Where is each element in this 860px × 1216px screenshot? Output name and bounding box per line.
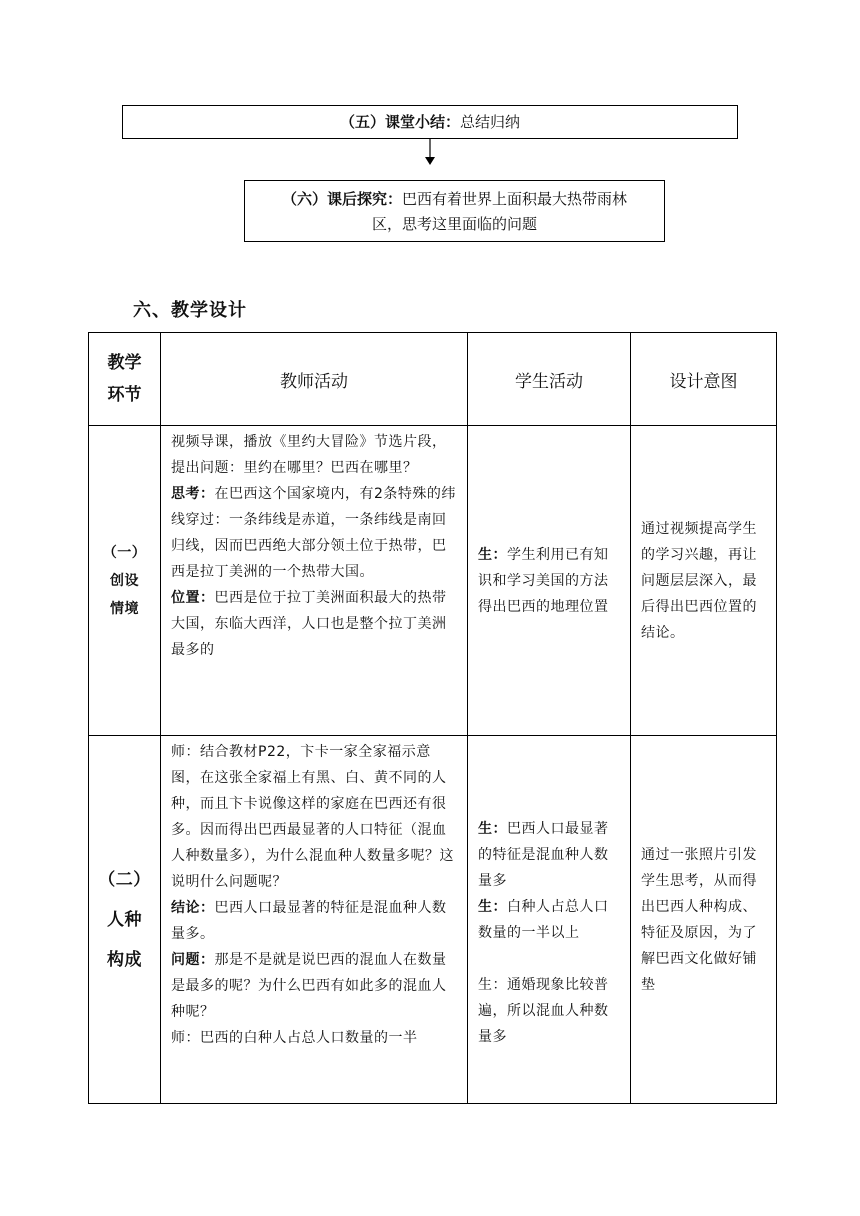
stage-cell: [89, 426, 161, 736]
table-row: [89, 736, 777, 1104]
flow-step-6-box: [244, 180, 665, 242]
think-label: 思考：: [171, 486, 215, 502]
student-activity-cell: [468, 426, 631, 736]
header-teacher: 教师活动: [161, 333, 468, 426]
student-label: 生：: [478, 899, 507, 915]
header-stage-line2: 环节: [107, 385, 142, 405]
design-intent-cell: 通过一张照片引发学生思考，从而得出巴西人种构成、特征及原因，为了解巴西文化做好铺垫: [631, 736, 777, 1104]
header-stage-line1: 教学: [107, 353, 142, 373]
flow-step-5-box: [122, 105, 738, 139]
header-stage: [89, 333, 161, 426]
question-label: 问题：: [171, 952, 215, 968]
stage-number: （二）: [98, 869, 151, 890]
stage-cell: [89, 736, 161, 1104]
think-text: 在巴西这个国家境内，有2条特殊的纬线穿过：一条纬线是赤道，一条纬线是南回归线，因而巴西绝大部分领土位于热带，巴西是拉丁美洲的一个热带大国。: [171, 486, 456, 580]
conclusion-text: 巴西人口最显著的特征是混血种人数量多。: [171, 900, 447, 942]
teacher-intro-text: 视频导课，播放《里约大冒险》节选片段，提出问题：里约在哪里？巴西在哪里？: [171, 434, 447, 476]
flow-step-6-text-b: 区，思考这里面临的问题: [371, 215, 537, 233]
teacher-activity-cell: [161, 426, 468, 736]
student-activity-cell: [468, 736, 631, 1104]
flow-step-6-text-a: 巴西有着世界上面积最大热带雨林: [402, 190, 628, 208]
position-label: 位置：: [171, 590, 215, 606]
header-intent: 设计意图: [631, 333, 777, 426]
stage-name-line1: 创设: [110, 572, 139, 589]
student-text-1: 巴西人口最显著的特征是混血种人数量多: [478, 821, 609, 889]
conclusion-label: 结论：: [171, 900, 215, 916]
student-label: 生：: [478, 821, 507, 837]
student-text: 学生利用已有知识和学习美国的方法得出巴西的地理位置: [478, 546, 609, 615]
stage-name-line2: 情境: [110, 600, 139, 617]
position-text: 巴西是位于拉丁美洲面积最大的热带大国，东临大西洋，人口也是整个拉丁美洲最多的: [171, 590, 447, 658]
flow-step-6-label: （六）课后探究：: [281, 190, 402, 208]
table-row: [89, 426, 777, 736]
question-text: 那是不是就是说巴西的混血人在数量是最多的呢？为什么巴西有如此多的混血人种呢？: [171, 952, 447, 1020]
section-title: 六、教学设计: [133, 300, 247, 321]
student-label: 生：: [478, 546, 507, 563]
stage-number: （一）: [102, 544, 147, 561]
teacher-activity-cell: [161, 736, 468, 1104]
flow-arrow-down-icon: [423, 138, 437, 166]
teacher-text-1: 师：结合教材P22，卞卡一家全家福示意图，在这张全家福上有黑、白、黄不同的人种，而且卞卡说像这样的家庭在巴西还有很多。因而得出巴西最显著的人口特征（混血人种数量多），为什么混血种人数量多呢？这说明什么问题呢？: [171, 744, 454, 890]
student-text-3: 生：通婚现象比较普遍，所以混血人种数量多: [478, 977, 609, 1045]
header-student: 学生活动: [468, 333, 631, 426]
design-intent-cell: 通过视频提高学生的学习兴趣，再让问题层层深入，最后得出巴西位置的结论。: [631, 426, 777, 736]
flow-step-5-text: 总结归纳: [460, 113, 521, 131]
stage-name-line2: 构成: [107, 949, 142, 970]
student-text-2: 白种人占总人口数量的一半以上: [478, 899, 609, 941]
teacher-text-2: 师：巴西的白种人占总人口数量的一半: [171, 1030, 418, 1046]
teaching-design-table: [88, 332, 777, 1104]
table-header-row: [89, 333, 777, 426]
flow-step-5-label: （五）课堂小结：: [339, 113, 460, 131]
stage-name-line1: 人种: [107, 909, 142, 930]
